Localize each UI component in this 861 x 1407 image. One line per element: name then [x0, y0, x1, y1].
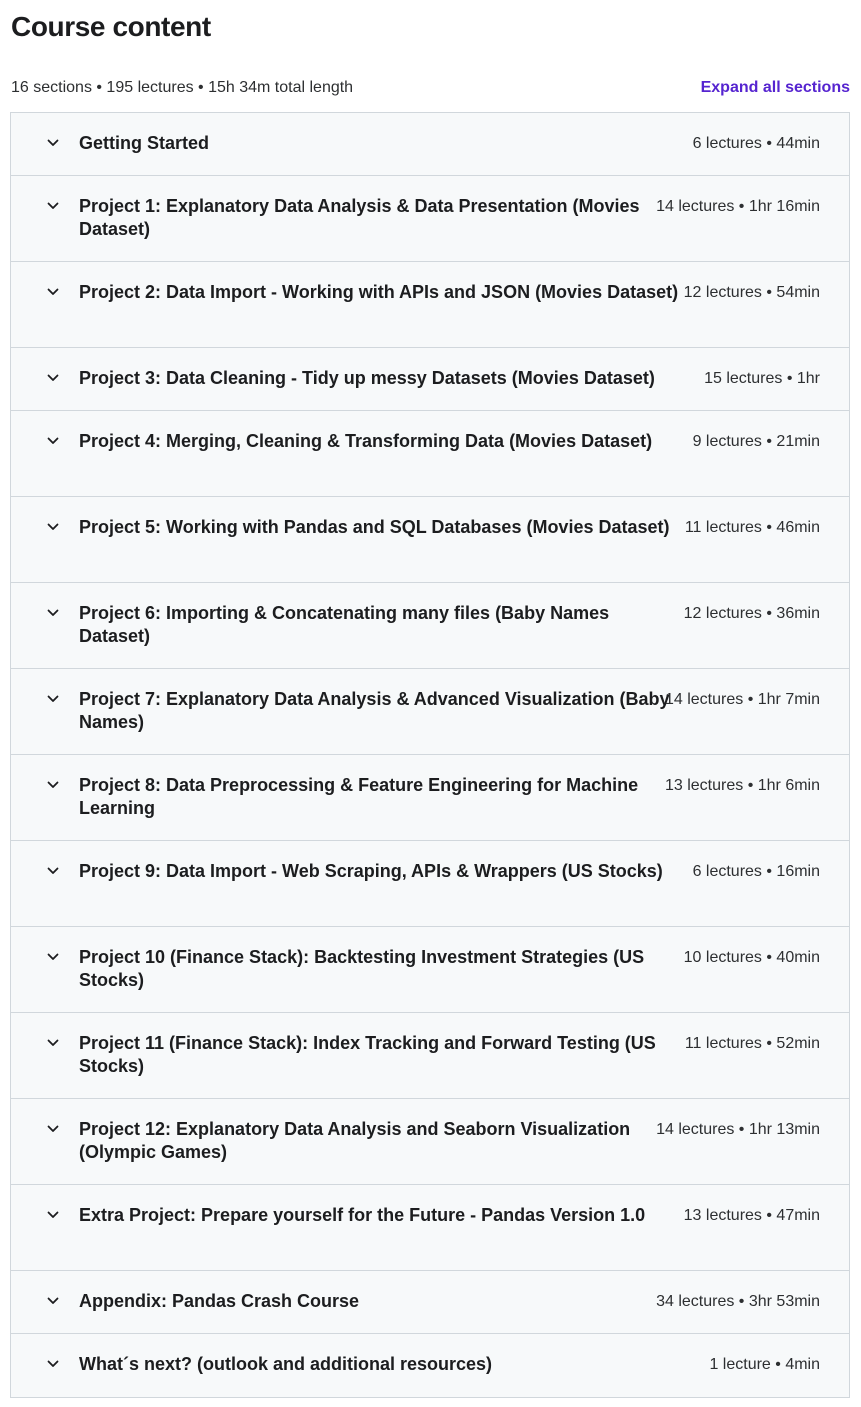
section-panel[interactable]	[11, 1271, 849, 1334]
chevron-down-icon	[45, 135, 61, 151]
section-panel[interactable]	[11, 755, 849, 841]
section-panel[interactable]	[11, 176, 849, 262]
chevron-down-icon	[45, 691, 61, 707]
chevron-down-icon	[45, 1293, 61, 1309]
section-meta: 34 lectures • 3hr 53min	[656, 1293, 820, 1310]
section-title: Extra Project: Prepare yourself for the Future - Pandas Version 1.0	[79, 1205, 646, 1225]
section-meta: 9 lectures • 21min	[692, 433, 820, 450]
section-panel[interactable]	[11, 113, 849, 176]
section-meta: 11 lectures • 52min	[684, 1035, 820, 1052]
course-summary: 16 sections • 195 lectures • 15h 34m total length	[11, 79, 354, 96]
section-panel[interactable]	[11, 262, 849, 348]
section-meta: 12 lectures • 36min	[683, 605, 820, 622]
chevron-down-icon	[45, 863, 61, 879]
chevron-down-icon	[45, 605, 61, 621]
section-title: Project 7: Explanatory Data Analysis & Advanced Visualization (Baby Names)	[79, 689, 670, 732]
section-title: Project 3: Data Cleaning - Tidy up messy Datasets (Movies Dataset)	[79, 368, 655, 388]
section-title: Project 8: Data Preprocessing & Feature Engineering for Machine Learning	[79, 775, 639, 818]
section-meta: 6 lectures • 16min	[692, 863, 820, 880]
section-panel[interactable]	[11, 411, 849, 497]
section-panel[interactable]	[11, 1334, 849, 1397]
section-panel[interactable]	[11, 348, 849, 411]
chevron-down-icon	[45, 1121, 61, 1137]
section-panel[interactable]	[11, 1099, 849, 1185]
section-panel[interactable]	[11, 841, 849, 927]
section-title: Project 2: Data Import - Working with APIs and JSON (Movies Dataset)	[79, 282, 679, 302]
section-panel[interactable]	[11, 583, 849, 669]
section-title: What´s next? (outlook and additional resources)	[79, 1354, 493, 1374]
section-title: Appendix: Pandas Crash Course	[79, 1291, 360, 1311]
section-panel[interactable]	[11, 927, 849, 1013]
page-title: Course content	[11, 11, 211, 42]
section-meta: 14 lectures • 1hr 13min	[656, 1121, 820, 1138]
chevron-down-icon	[45, 433, 61, 449]
section-panel[interactable]	[11, 669, 849, 755]
section-meta: 13 lectures • 1hr 6min	[664, 777, 820, 794]
section-title: Project 5: Working with Pandas and SQL Databases (Movies Dataset)	[79, 517, 670, 537]
section-title: Project 1: Explanatory Data Analysis & Data Presentation (Movies Dataset)	[79, 196, 640, 239]
expand-all-sections-button[interactable]: Expand all sections	[700, 79, 850, 96]
chevron-down-icon	[45, 777, 61, 793]
curriculum-accordion	[10, 112, 850, 1398]
section-title: Getting Started	[79, 133, 210, 153]
section-meta: 10 lectures • 40min	[683, 949, 820, 966]
chevron-down-icon	[45, 1035, 61, 1051]
section-meta: 13 lectures • 47min	[683, 1207, 820, 1224]
section-title: Project 6: Importing & Concatenating many files (Baby Names Dataset)	[79, 603, 610, 646]
course-summary-bar	[11, 76, 850, 100]
chevron-down-icon	[45, 370, 61, 386]
section-title: Project 9: Data Import - Web Scraping, APIs & Wrappers (US Stocks)	[79, 861, 663, 881]
section-panel[interactable]	[11, 1013, 849, 1099]
section-title: Project 4: Merging, Cleaning & Transforming Data (Movies Dataset)	[79, 431, 653, 451]
section-meta: 1 lecture • 4min	[709, 1356, 820, 1373]
section-panel[interactable]	[11, 497, 849, 583]
chevron-down-icon	[45, 1207, 61, 1223]
section-title: Project 10 (Finance Stack): Backtesting Investment Strategies (US Stocks)	[79, 947, 645, 990]
section-meta: 11 lectures • 46min	[684, 519, 820, 536]
chevron-down-icon	[45, 519, 61, 535]
section-panel[interactable]	[11, 1185, 849, 1271]
section-title: Project 12: Explanatory Data Analysis and Seaborn Visualization (Olympic Games)	[79, 1119, 631, 1162]
chevron-down-icon	[45, 284, 61, 300]
section-meta: 14 lectures • 1hr 7min	[664, 691, 820, 708]
section-meta: 12 lectures • 54min	[683, 284, 820, 301]
section-title: Project 11 (Finance Stack): Index Tracking and Forward Testing (US Stocks)	[79, 1033, 656, 1076]
section-meta: 6 lectures • 44min	[692, 135, 820, 152]
section-meta: 15 lectures • 1hr	[704, 370, 820, 387]
chevron-down-icon	[45, 198, 61, 214]
chevron-down-icon	[45, 949, 61, 965]
chevron-down-icon	[45, 1356, 61, 1372]
section-meta: 14 lectures • 1hr 16min	[656, 198, 820, 215]
